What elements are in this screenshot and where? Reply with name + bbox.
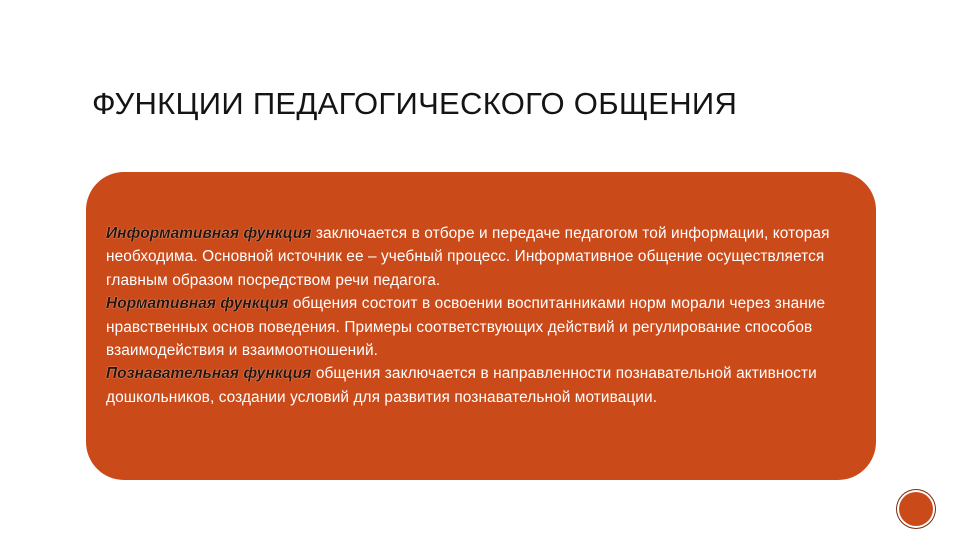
informative-function-term: Информативная функция	[106, 225, 312, 242]
cognitive-function-term: Познавательная функция	[106, 365, 312, 383]
content-box	[86, 172, 876, 480]
cognitive-function-text: общения заключается в направленности познавательной активности дошкольников, создании условий для развития познавательной мотивации.	[106, 365, 817, 406]
content-text	[106, 222, 848, 409]
normative-function-text: общения состоит в освоении воспитанниками норм морали через знание нравственных основ поведения. Примеры соответствующих действий и регулирование способов взаимодействия и взаимоотношений.	[106, 295, 826, 360]
informative-function-text: заключается в отборе и передаче педагогом той информации, которая необходима. Основной источник ее – учебный процесс. Информативное общение осуществляется главным образом посредством речи педагога.	[106, 225, 830, 289]
slide-title: ФУНКЦИИ ПЕДАГОГИЧЕСКОГО ОБЩЕНИЯ	[92, 86, 738, 121]
slide-number-badge	[899, 492, 933, 526]
normative-function-term: Нормативная функция	[106, 295, 289, 313]
